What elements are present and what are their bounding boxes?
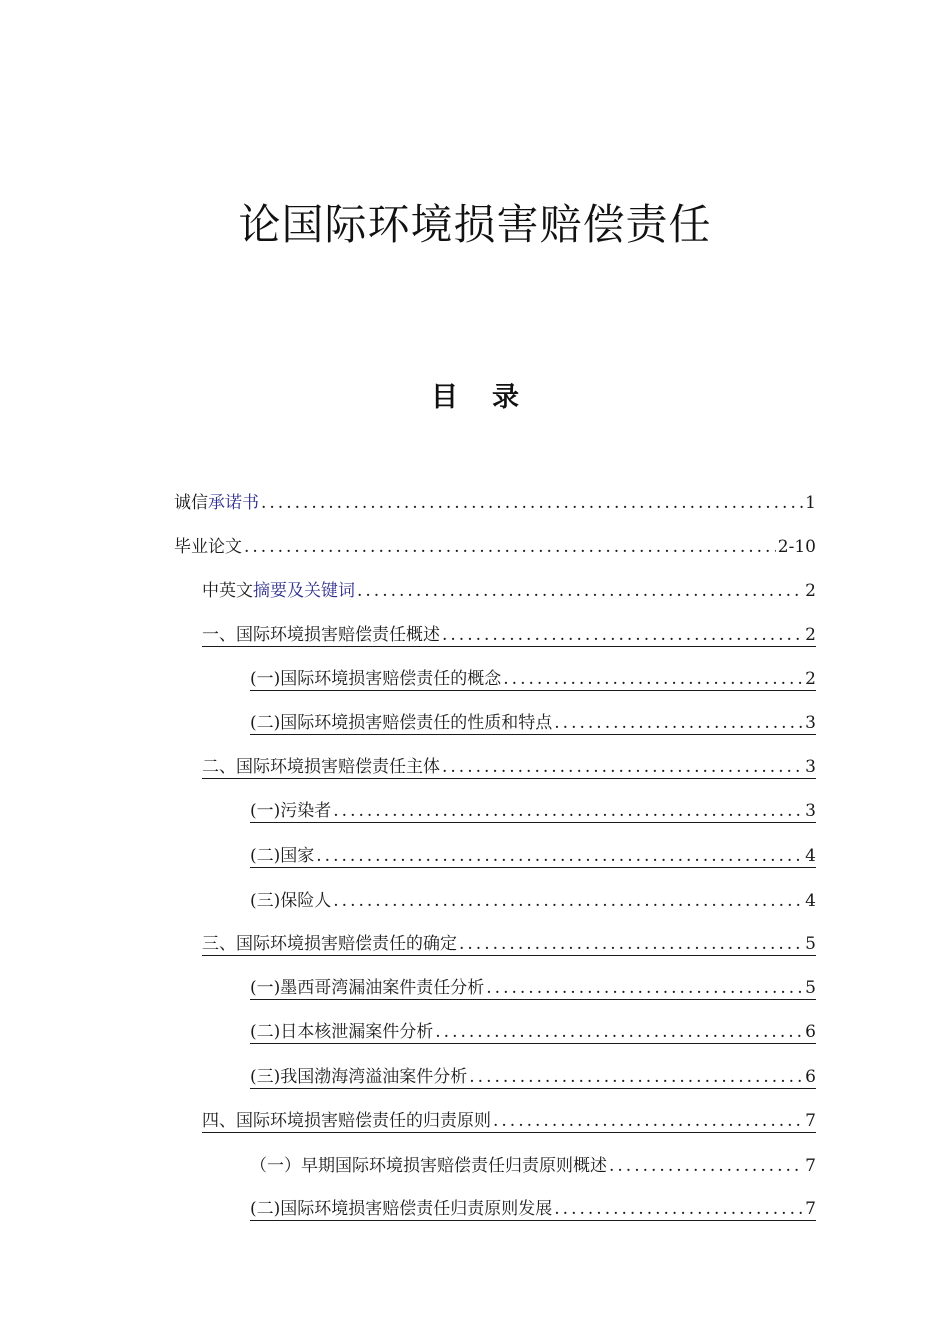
toc-entry-title: (一)国际环境损害赔偿责任的概念 bbox=[250, 668, 502, 689]
toc-heading-char-2: 录 bbox=[492, 382, 519, 413]
toc-page-number: 4 bbox=[805, 890, 816, 911]
toc-page-number: 5 bbox=[805, 978, 816, 999]
toc-dot-leader bbox=[355, 580, 803, 602]
toc-dot-leader bbox=[440, 756, 803, 778]
toc-entry-link[interactable] bbox=[250, 668, 816, 691]
toc-dot-leader bbox=[314, 845, 803, 867]
toc-entry[interactable] bbox=[250, 661, 816, 691]
toc-entry-title: (二)国际环境损害赔偿责任的性质和特点 bbox=[250, 713, 553, 733]
toc-entry-link[interactable] bbox=[250, 800, 816, 823]
toc-entry-title: 四、国际环境损害赔偿责任的归责原则 bbox=[202, 1110, 491, 1131]
toc-entry-link[interactable] bbox=[250, 1155, 816, 1177]
toc-page-number: 7 bbox=[805, 1199, 816, 1220]
toc-entry[interactable] bbox=[174, 484, 816, 514]
toc-page-number: 7 bbox=[805, 1110, 816, 1131]
toc-entry-link[interactable] bbox=[250, 1021, 816, 1044]
toc-page-number: 2 bbox=[805, 624, 816, 645]
toc-dot-leader bbox=[484, 977, 803, 999]
toc-entry-link[interactable] bbox=[174, 492, 816, 514]
toc-page-number: 6 bbox=[805, 1066, 816, 1087]
toc-dot-leader bbox=[552, 712, 803, 734]
toc-entry-title: 诚信 bbox=[174, 493, 208, 513]
toc-dot-leader bbox=[331, 800, 803, 822]
toc-entry-title: (三)保险人 bbox=[250, 890, 332, 911]
toc-entry-title: (二)国际环境损害赔偿责任归责原则发展 bbox=[250, 1199, 553, 1220]
toc-entry-title: 一、国际环境损害赔偿责任概述 bbox=[202, 624, 440, 645]
toc-entry-title: (二)国家 bbox=[250, 845, 315, 866]
toc-page-number: 3 bbox=[805, 757, 816, 778]
toc-entry-link[interactable] bbox=[202, 756, 816, 779]
toc-entry[interactable] bbox=[202, 749, 816, 779]
toc-entry-title: 三、国际环境损害赔偿责任的确定 bbox=[202, 934, 457, 954]
toc-entry-link[interactable] bbox=[174, 536, 816, 558]
toc-entry[interactable] bbox=[202, 617, 816, 647]
toc-page-number: 2 bbox=[805, 581, 816, 602]
toc-entry[interactable] bbox=[250, 1014, 816, 1044]
toc-entry-link[interactable] bbox=[202, 1110, 816, 1133]
toc-entry[interactable] bbox=[250, 1059, 816, 1089]
toc-entry[interactable] bbox=[250, 705, 816, 735]
toc-entry[interactable] bbox=[250, 970, 816, 1000]
toc-entry-link[interactable] bbox=[202, 933, 816, 956]
toc-dot-leader bbox=[607, 1155, 803, 1177]
toc-dot-leader bbox=[331, 890, 803, 912]
toc-entry-title: (二)日本核泄漏案件分析 bbox=[250, 1022, 434, 1043]
toc-entry-link[interactable] bbox=[250, 712, 816, 735]
toc-entry-link[interactable] bbox=[250, 890, 816, 912]
toc-entry-link[interactable] bbox=[250, 1066, 816, 1089]
toc-entry-title: (一)污染者 bbox=[250, 801, 332, 822]
toc-dot-leader bbox=[467, 1066, 803, 1088]
toc-entry-link[interactable] bbox=[250, 977, 816, 1000]
page-title: 论国际环境损害赔偿责任 bbox=[238, 200, 712, 249]
toc-entry-hyperlink[interactable]: 摘要及关键词 bbox=[253, 581, 355, 602]
toc-entry-hyperlink[interactable]: 承诺书 bbox=[208, 493, 259, 513]
toc-page-number: 6 bbox=[805, 1022, 816, 1043]
toc-entry-title: 中英文 bbox=[202, 581, 253, 602]
toc-page-number: 7 bbox=[805, 1156, 816, 1176]
toc-dot-leader bbox=[242, 536, 776, 558]
toc-page-number: 4 bbox=[805, 845, 816, 866]
toc-dot-leader bbox=[457, 933, 803, 955]
toc-page-number: 5 bbox=[805, 934, 816, 954]
toc-dot-leader bbox=[501, 668, 803, 690]
toc-entry[interactable] bbox=[250, 838, 816, 868]
toc-entry[interactable] bbox=[250, 1147, 816, 1177]
toc-entry-link[interactable] bbox=[250, 1198, 816, 1221]
toc-entry[interactable] bbox=[202, 1103, 816, 1133]
toc-entry-title: (三)我国渤海湾溢油案件分析 bbox=[250, 1066, 468, 1087]
toc-entry-title: (一)墨西哥湾漏油案件责任分析 bbox=[250, 978, 485, 999]
toc-entry-link[interactable] bbox=[202, 580, 816, 602]
toc-entry-title: （一）早期国际环境损害赔偿责任归责原则概述 bbox=[250, 1156, 607, 1176]
toc-page-number: 1 bbox=[805, 493, 816, 513]
toc-entry-title: 毕业论文 bbox=[174, 537, 242, 558]
toc-page-number: 3 bbox=[805, 801, 816, 822]
toc-entry[interactable] bbox=[250, 793, 816, 823]
toc-entry-link[interactable] bbox=[202, 624, 816, 647]
toc-entry[interactable] bbox=[174, 528, 816, 558]
toc-dot-leader bbox=[552, 1198, 803, 1220]
toc-dot-leader bbox=[433, 1021, 803, 1043]
toc-page-number: 2-10 bbox=[777, 537, 816, 558]
toc-dot-leader bbox=[491, 1110, 803, 1132]
toc-entry-title: 二、国际环境损害赔偿责任主体 bbox=[202, 757, 440, 778]
toc-heading-char-1: 目 bbox=[431, 382, 458, 413]
toc-entry[interactable] bbox=[202, 926, 816, 956]
toc-entry[interactable] bbox=[250, 882, 816, 912]
toc-entry[interactable] bbox=[202, 572, 816, 602]
toc-entry[interactable] bbox=[250, 1191, 816, 1221]
toc-entry-link[interactable] bbox=[250, 845, 816, 868]
toc-page-number: 3 bbox=[805, 713, 816, 733]
toc-page-number: 2 bbox=[805, 668, 816, 689]
toc-dot-leader bbox=[259, 492, 803, 514]
toc-dot-leader bbox=[440, 624, 803, 646]
